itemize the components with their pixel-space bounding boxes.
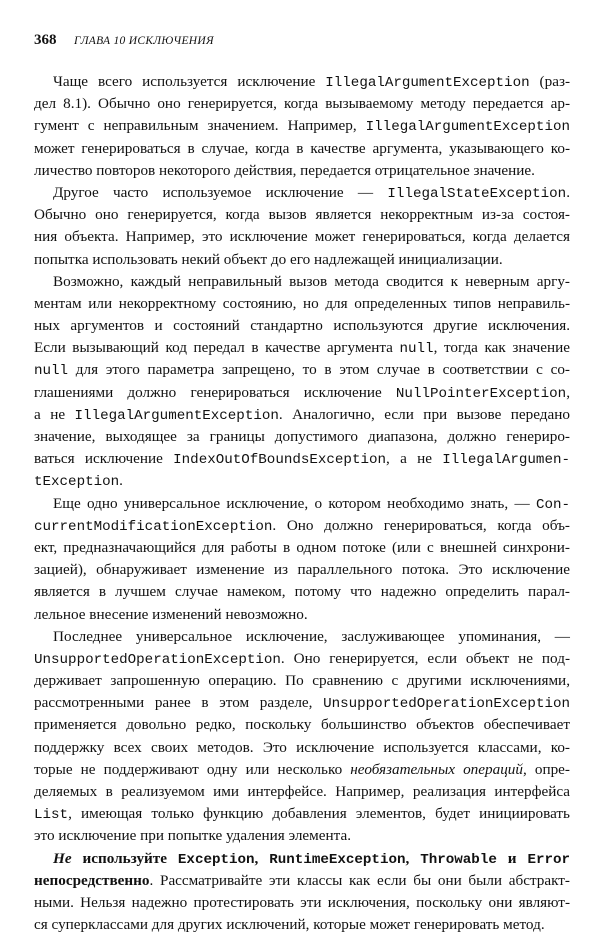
text-run: Если вызывающий код передал в качестве аргумента	[34, 339, 400, 357]
text-line	[34, 470, 570, 492]
text-line	[34, 604, 570, 626]
text-line	[34, 71, 570, 93]
text-run: Чаще всего используется исключение	[53, 73, 326, 90]
text-run: . Рассматривайте эти классы как если бы они были абстракт-	[149, 871, 570, 889]
text-line	[34, 382, 570, 404]
text-run: деляемых в реализуемом ими интерфейсе. Например, реализация интерфейса	[34, 783, 570, 800]
code-term: IndexOutOfBoundsException	[173, 452, 387, 469]
text-run: дел 8.1). Обычно оно генерируется, когда вызываемому методу передается ар-	[34, 95, 570, 113]
text-run: Возможно, каждый неправильный вызов метода сводится к неверным аргу-	[53, 272, 570, 290]
text-line	[34, 870, 570, 892]
running-title: ГЛАВА 10 ИСКЛЮЧЕНИЯ	[74, 35, 214, 47]
text-line	[34, 559, 570, 581]
text-run: ект, предназначающийся для работы в одном потоке (или с внешней синхрони-	[34, 538, 570, 556]
text-run: Еще одно универсальное исключение, о котором необходимо знать, —	[53, 494, 536, 512]
code-term: null	[34, 363, 69, 380]
text-line	[34, 737, 570, 759]
bold-code-term: Error	[527, 851, 571, 868]
text-line	[34, 138, 570, 160]
bold-code-term: Exception	[177, 851, 255, 868]
bold-italic-text: Не	[53, 849, 72, 867]
text-run: , а не	[386, 450, 443, 468]
text-run: может генерироваться в случае, когда в качестве аргумента, указывающего ко-	[34, 139, 570, 157]
code-term: IllegalStateException	[387, 185, 567, 202]
page-number: 368	[34, 32, 57, 48]
bold-code-term: RuntimeException	[269, 851, 406, 868]
text-run: личество повторов некоторого действия, передается отрицательное значение.	[34, 161, 535, 179]
emphasis: необязательных операций	[350, 760, 523, 778]
text-line	[34, 271, 570, 293]
text-run: (раз-	[529, 73, 571, 90]
text-run: торые не поддерживают одну или несколько	[34, 760, 351, 778]
code-term: Con-	[535, 496, 570, 513]
text-run: ных аргументов и состояний стандартно используются другие исключения.	[34, 317, 570, 335]
code-term: List	[34, 807, 69, 824]
body-text	[34, 71, 570, 936]
text-line	[34, 182, 570, 204]
text-line	[34, 426, 570, 448]
text-line	[34, 825, 570, 847]
text-run: .	[566, 183, 570, 201]
running-header	[34, 32, 574, 52]
text-run: ,	[566, 383, 570, 401]
text-line	[34, 115, 570, 137]
code-term: IllegalArgumentException	[74, 407, 279, 424]
code-term: IllegalArgumentException	[365, 119, 570, 136]
text-run: , тогда как значение	[433, 339, 570, 357]
code-term: UnsupportedOperationException	[34, 651, 281, 668]
text-line	[34, 226, 570, 248]
text-run: ваться исключение	[34, 450, 174, 468]
text-line	[34, 714, 570, 736]
code-term: IllegalArgumentException	[325, 75, 530, 91]
text-line	[34, 404, 570, 426]
text-run: гумент с неправильным значением. Например,	[34, 117, 366, 135]
text-line	[34, 692, 570, 714]
code-term: null	[399, 341, 434, 358]
text-line	[34, 359, 570, 381]
text-line	[34, 914, 570, 936]
text-line	[34, 803, 570, 825]
text-run: Последнее универсальное исключение, заслуживающее упоминания, —	[53, 627, 570, 645]
bold-text: ,	[254, 849, 270, 867]
text-run: поддержку всех своих методов. Это исключение используется классами, ко-	[34, 738, 570, 756]
text-line	[34, 581, 570, 603]
bold-text: используйте	[71, 849, 178, 867]
text-run: . Аналогично, если при вызове передано	[278, 405, 570, 423]
bold-text: и	[496, 849, 528, 867]
text-run: ния объекта. Например, это исключение может генерироваться, когда делается	[34, 228, 570, 246]
text-run: ментам или некорректному состоянию, но для определенных типов неправиль-	[34, 294, 570, 312]
text-line	[34, 93, 570, 115]
text-run: а не	[34, 405, 75, 423]
text-line	[34, 626, 570, 648]
text-line	[34, 249, 570, 271]
code-term: UnsupportedOperationException	[323, 696, 570, 713]
text-run: лельное внесение изменений невозможно.	[34, 605, 308, 623]
bold-text: непосредственно	[34, 871, 150, 889]
text-run: .	[119, 472, 123, 490]
text-run: Обычно оно генерируется, когда вызов является некорректным из-за состоя-	[34, 206, 570, 224]
bold-code-term: Throwable	[420, 851, 497, 868]
text-line	[34, 537, 570, 559]
text-line	[34, 670, 570, 692]
text-line	[34, 493, 570, 515]
text-line	[34, 848, 570, 870]
text-run: является в лучшем случае намеком, потому что надежно определить парал-	[34, 583, 570, 601]
text-run: зацией), обнаруживает изменение из параллельного потока. Это исключение	[34, 561, 570, 579]
text-line	[34, 293, 570, 315]
text-line	[34, 515, 570, 537]
text-run: держивает запрошенную операцию. По сравнению с другими исключениями,	[34, 672, 570, 690]
text-line	[34, 759, 570, 781]
text-run: , имеющая только функцию добавления элементов, будет инициировать	[68, 805, 570, 823]
text-run: это исключение при попытке удаления элемента.	[34, 827, 351, 845]
code-term: currentModificationException	[34, 518, 273, 535]
text-run: рассмотренными ранее в этом разделе,	[34, 694, 324, 712]
text-line	[34, 648, 570, 670]
text-run: Другое часто используемое исключение —	[53, 183, 388, 201]
text-line	[34, 160, 570, 182]
text-run: попытка использовать некий объект до его надлежащей инициализации.	[34, 250, 503, 268]
text-run: значение, выходящее за границы допустимого диапазона, должно генериро-	[34, 428, 570, 445]
text-line	[34, 315, 570, 337]
text-run: ся суперклассами для других исключений, которые может генерировать метод.	[34, 916, 545, 934]
text-run: , опре-	[522, 760, 570, 778]
text-run: для этого параметра запрещено, то в этом случае в соответствии с со-	[68, 361, 570, 379]
text-line	[34, 337, 570, 359]
text-run: . Оно должно генерироваться, когда объ-	[272, 516, 570, 534]
text-line	[34, 781, 570, 803]
text-line	[34, 448, 570, 470]
text-run: ными. Нельзя надежно протестировать эти исключения, поскольку они являют-	[34, 893, 570, 911]
code-term: IllegalArgumen-	[442, 452, 570, 469]
text-run: глашениями должно генерироваться исключение	[34, 383, 396, 401]
text-line	[34, 892, 570, 914]
text-run: . Оно генерируется, если объект не под-	[280, 649, 570, 667]
text-run: применяется довольно редко, поскольку большинство объектов обеспечивает	[34, 716, 570, 734]
bold-text: ,	[405, 849, 421, 867]
code-term: tException	[34, 474, 120, 491]
text-line	[34, 204, 570, 226]
code-term: NullPointerException	[395, 385, 567, 402]
